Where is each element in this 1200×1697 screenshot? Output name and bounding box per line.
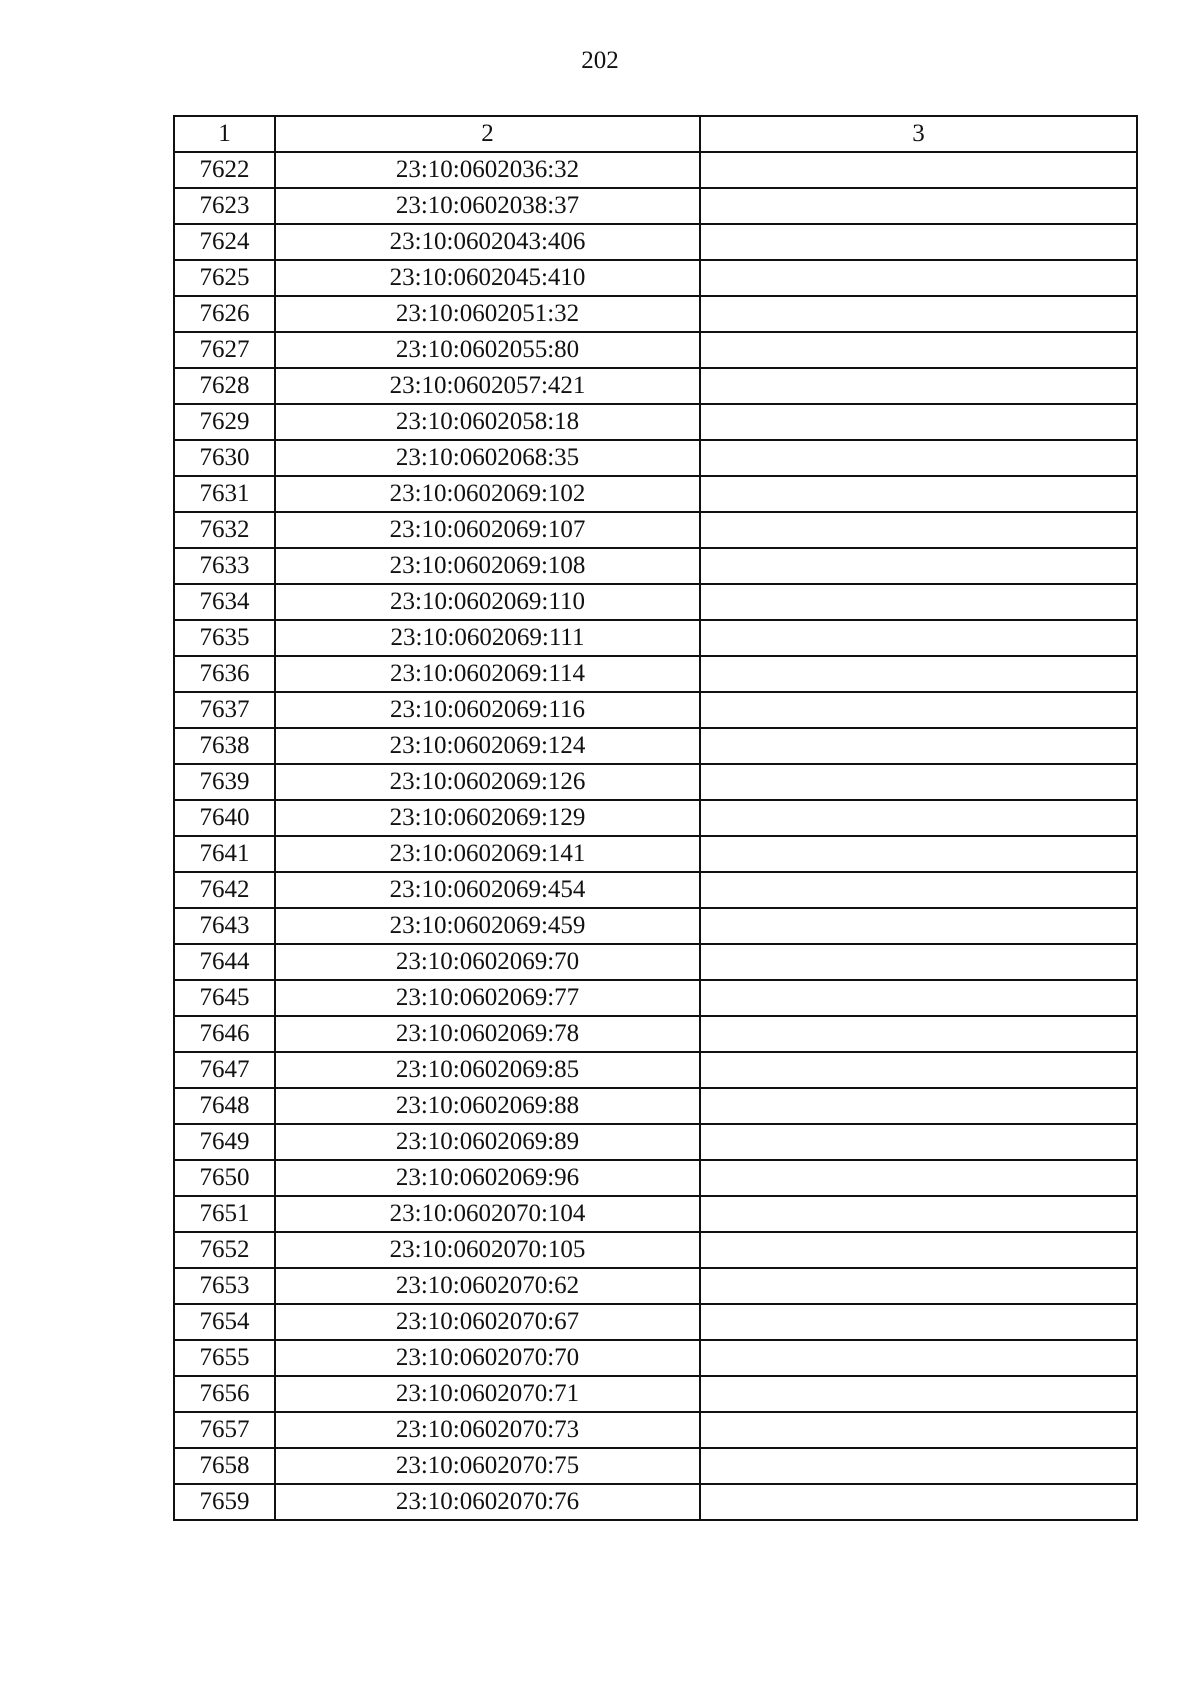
table-row: [174, 1052, 1137, 1088]
cadastral-number-cell: 23:10:0602045:410: [275, 260, 700, 296]
row-number-cell: 7639: [174, 764, 275, 800]
note-cell: [700, 800, 1137, 836]
table-row: [174, 908, 1137, 944]
cadastral-number-cell: 23:10:0602069:116: [275, 692, 700, 728]
table-row: [174, 512, 1137, 548]
table-row: [174, 476, 1137, 512]
column-header-3: 3: [700, 116, 1137, 152]
row-number-cell: 7630: [174, 440, 275, 476]
table-row: [174, 620, 1137, 656]
note-cell: [700, 764, 1137, 800]
table-row: [174, 260, 1137, 296]
row-number-cell: 7634: [174, 584, 275, 620]
note-cell: [700, 332, 1137, 368]
note-cell: [700, 260, 1137, 296]
cadastral-number-cell: 23:10:0602069:78: [275, 1016, 700, 1052]
note-cell: [700, 404, 1137, 440]
table-row: [174, 1484, 1137, 1520]
table-row: [174, 1124, 1137, 1160]
note-cell: [700, 1268, 1137, 1304]
note-cell: [700, 1160, 1137, 1196]
registry-table: [173, 115, 1138, 1521]
row-number-cell: 7633: [174, 548, 275, 584]
row-number-cell: 7652: [174, 1232, 275, 1268]
cadastral-number-cell: 23:10:0602069:107: [275, 512, 700, 548]
table-row: [174, 800, 1137, 836]
cadastral-number-cell: 23:10:0602069:126: [275, 764, 700, 800]
note-cell: [700, 872, 1137, 908]
cadastral-number-cell: 23:10:0602069:96: [275, 1160, 700, 1196]
row-number-cell: 7637: [174, 692, 275, 728]
row-number-cell: 7648: [174, 1088, 275, 1124]
table-row: [174, 1304, 1137, 1340]
row-number-cell: 7627: [174, 332, 275, 368]
note-cell: [700, 1196, 1137, 1232]
registry-table-body: [174, 116, 1137, 1520]
row-number-cell: 7643: [174, 908, 275, 944]
cadastral-number-cell: 23:10:0602068:35: [275, 440, 700, 476]
note-cell: [700, 1376, 1137, 1412]
table-row: [174, 296, 1137, 332]
note-cell: [700, 548, 1137, 584]
row-number-cell: 7656: [174, 1376, 275, 1412]
note-cell: [700, 1412, 1137, 1448]
cadastral-number-cell: 23:10:0602069:77: [275, 980, 700, 1016]
cadastral-number-cell: 23:10:0602069:114: [275, 656, 700, 692]
cadastral-number-cell: 23:10:0602069:129: [275, 800, 700, 836]
cadastral-number-cell: 23:10:0602038:37: [275, 188, 700, 224]
note-cell: [700, 368, 1137, 404]
cadastral-number-cell: 23:10:0602069:85: [275, 1052, 700, 1088]
table-row: [174, 1232, 1137, 1268]
row-number-cell: 7659: [174, 1484, 275, 1520]
table-row: [174, 404, 1137, 440]
table-row: [174, 764, 1137, 800]
note-cell: [700, 440, 1137, 476]
cadastral-number-cell: 23:10:0602069:111: [275, 620, 700, 656]
table-row: [174, 332, 1137, 368]
note-cell: [700, 1052, 1137, 1088]
row-number-cell: 7641: [174, 836, 275, 872]
note-cell: [700, 1232, 1137, 1268]
table-row: [174, 944, 1137, 980]
cadastral-number-cell: 23:10:0602070:75: [275, 1448, 700, 1484]
note-cell: [700, 656, 1137, 692]
row-number-cell: 7655: [174, 1340, 275, 1376]
row-number-cell: 7626: [174, 296, 275, 332]
note-cell: [700, 512, 1137, 548]
cadastral-number-cell: 23:10:0602069:141: [275, 836, 700, 872]
row-number-cell: 7638: [174, 728, 275, 764]
cadastral-number-cell: 23:10:0602069:110: [275, 584, 700, 620]
cadastral-number-cell: 23:10:0602036:32: [275, 152, 700, 188]
column-header-2: 2: [275, 116, 700, 152]
row-number-cell: 7651: [174, 1196, 275, 1232]
table-row: [174, 836, 1137, 872]
row-number-cell: 7642: [174, 872, 275, 908]
row-number-cell: 7645: [174, 980, 275, 1016]
table-row: [174, 1088, 1137, 1124]
cadastral-number-cell: 23:10:0602069:102: [275, 476, 700, 512]
table-row: [174, 440, 1137, 476]
table-row: [174, 548, 1137, 584]
column-header-1: 1: [174, 116, 275, 152]
row-number-cell: 7640: [174, 800, 275, 836]
note-cell: [700, 692, 1137, 728]
note-cell: [700, 1016, 1137, 1052]
table-header-row: [174, 116, 1137, 152]
row-number-cell: 7650: [174, 1160, 275, 1196]
cadastral-number-cell: 23:10:0602051:32: [275, 296, 700, 332]
note-cell: [700, 1088, 1137, 1124]
table-row: [174, 368, 1137, 404]
note-cell: [700, 584, 1137, 620]
row-number-cell: 7635: [174, 620, 275, 656]
note-cell: [700, 224, 1137, 260]
table-row: [174, 1448, 1137, 1484]
cadastral-number-cell: 23:10:0602069:108: [275, 548, 700, 584]
note-cell: [700, 188, 1137, 224]
cadastral-number-cell: 23:10:0602070:105: [275, 1232, 700, 1268]
row-number-cell: 7646: [174, 1016, 275, 1052]
row-number-cell: 7623: [174, 188, 275, 224]
note-cell: [700, 836, 1137, 872]
table-row: [174, 1016, 1137, 1052]
row-number-cell: 7654: [174, 1304, 275, 1340]
row-number-cell: 7636: [174, 656, 275, 692]
note-cell: [700, 476, 1137, 512]
cadastral-number-cell: 23:10:0602069:70: [275, 944, 700, 980]
cadastral-number-cell: 23:10:0602070:71: [275, 1376, 700, 1412]
note-cell: [700, 1340, 1137, 1376]
row-number-cell: 7622: [174, 152, 275, 188]
cadastral-number-cell: 23:10:0602055:80: [275, 332, 700, 368]
table-row: [174, 188, 1137, 224]
note-cell: [700, 620, 1137, 656]
cadastral-number-cell: 23:10:0602069:454: [275, 872, 700, 908]
row-number-cell: 7632: [174, 512, 275, 548]
table-row: [174, 1160, 1137, 1196]
table-row: [174, 152, 1137, 188]
row-number-cell: 7644: [174, 944, 275, 980]
cadastral-number-cell: 23:10:0602070:76: [275, 1484, 700, 1520]
note-cell: [700, 980, 1137, 1016]
cadastral-number-cell: 23:10:0602058:18: [275, 404, 700, 440]
note-cell: [700, 1448, 1137, 1484]
note-cell: [700, 296, 1137, 332]
cadastral-number-cell: 23:10:0602070:62: [275, 1268, 700, 1304]
row-number-cell: 7658: [174, 1448, 275, 1484]
table-row: [174, 692, 1137, 728]
note-cell: [700, 908, 1137, 944]
note-cell: [700, 1304, 1137, 1340]
table-row: [174, 584, 1137, 620]
cadastral-number-cell: 23:10:0602069:89: [275, 1124, 700, 1160]
cadastral-number-cell: 23:10:0602070:73: [275, 1412, 700, 1448]
row-number-cell: 7653: [174, 1268, 275, 1304]
table-row: [174, 1376, 1137, 1412]
table-row: [174, 1340, 1137, 1376]
cadastral-number-cell: 23:10:0602070:70: [275, 1340, 700, 1376]
page-number: 202: [581, 47, 619, 74]
cadastral-number-cell: 23:10:0602069:459: [275, 908, 700, 944]
row-number-cell: 7647: [174, 1052, 275, 1088]
note-cell: [700, 944, 1137, 980]
table-row: [174, 980, 1137, 1016]
table-row: [174, 224, 1137, 260]
row-number-cell: 7625: [174, 260, 275, 296]
table-row: [174, 656, 1137, 692]
note-cell: [700, 1124, 1137, 1160]
row-number-cell: 7624: [174, 224, 275, 260]
table-row: [174, 872, 1137, 908]
note-cell: [700, 152, 1137, 188]
table-row: [174, 1196, 1137, 1232]
row-number-cell: 7657: [174, 1412, 275, 1448]
table-row: [174, 728, 1137, 764]
cadastral-number-cell: 23:10:0602069:88: [275, 1088, 700, 1124]
row-number-cell: 7629: [174, 404, 275, 440]
cadastral-number-cell: 23:10:0602057:421: [275, 368, 700, 404]
table-row: [174, 1412, 1137, 1448]
cadastral-number-cell: 23:10:0602043:406: [275, 224, 700, 260]
table-row: [174, 1268, 1137, 1304]
note-cell: [700, 728, 1137, 764]
row-number-cell: 7628: [174, 368, 275, 404]
cadastral-number-cell: 23:10:0602069:124: [275, 728, 700, 764]
row-number-cell: 7631: [174, 476, 275, 512]
cadastral-number-cell: 23:10:0602070:104: [275, 1196, 700, 1232]
row-number-cell: 7649: [174, 1124, 275, 1160]
note-cell: [700, 1484, 1137, 1520]
cadastral-number-cell: 23:10:0602070:67: [275, 1304, 700, 1340]
